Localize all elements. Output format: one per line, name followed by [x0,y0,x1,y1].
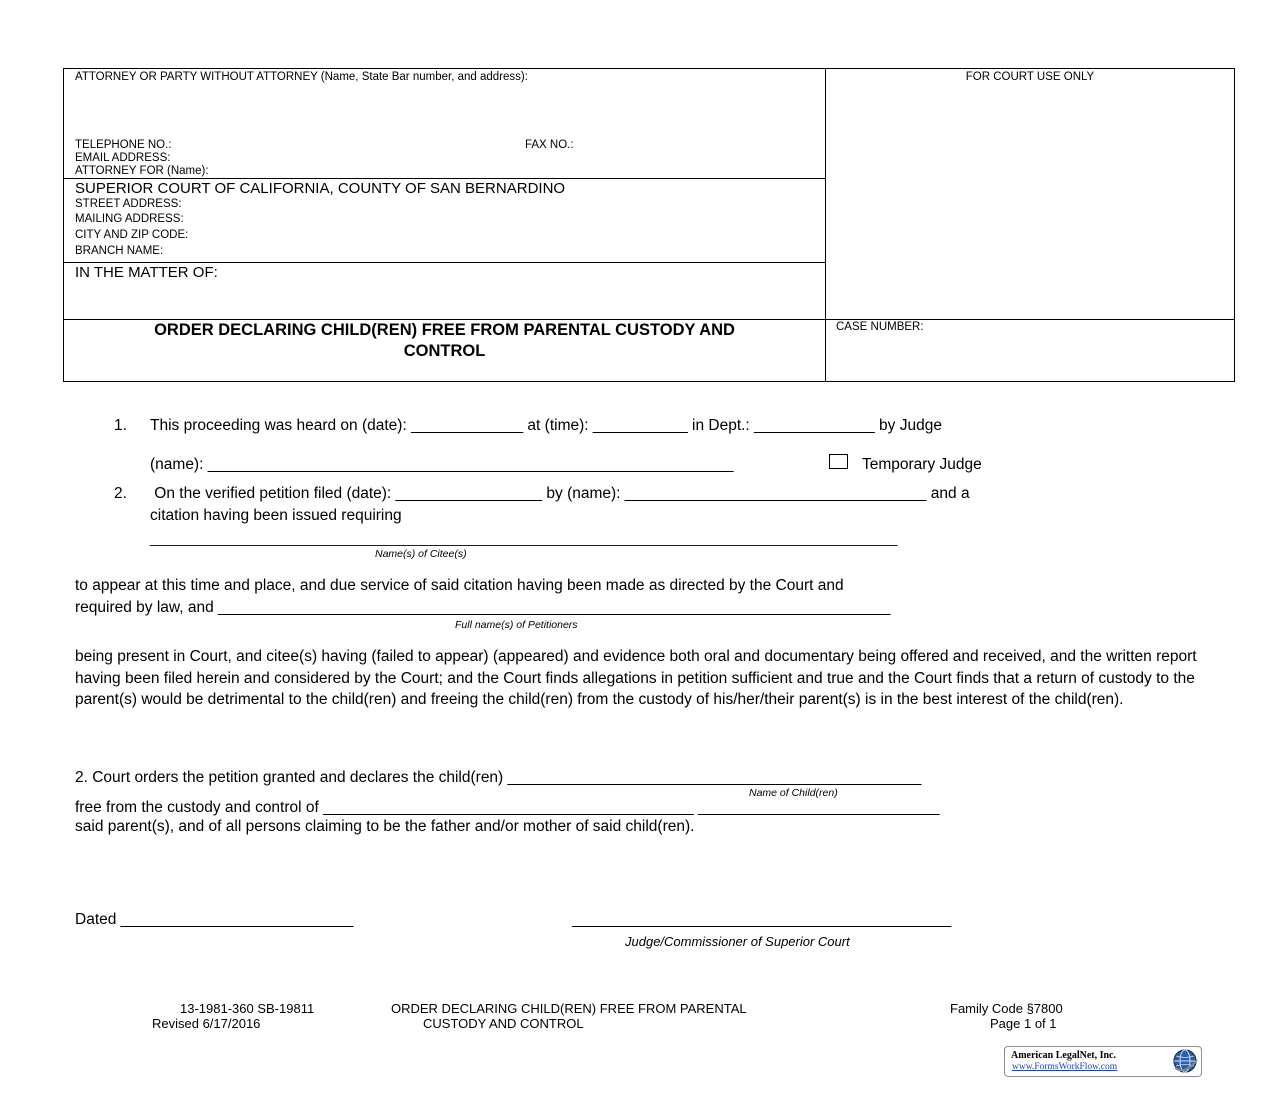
item1-number: 1. [114,417,127,434]
citee-caption: Name(s) of Citee(s) [375,548,467,560]
appear-line1: to appear at this time and place, and due service of said citation having been made as directed by the Court and [75,577,844,594]
mailing-address-label: MAILING ADDRESS: [75,213,184,225]
footer-revised: Revised 6/17/2016 [152,1016,261,1031]
form-title-line1: ORDER DECLARING CHILD(REN) FREE FROM PARENTAL CUSTODY AND [154,321,735,339]
footer-code: Family Code §7800 [950,1001,1063,1016]
logo-company-name: American LegalNet, Inc. [1011,1050,1116,1061]
court-name: SUPERIOR COURT OF CALIFORNIA, COUNTY OF SAN BERNARDINO [75,180,566,197]
globe-icon [1172,1048,1198,1074]
item2-line1: On the verified petition filed (date): _________________ by (name): ___________________________________ and a [150,485,970,502]
header-divider-vertical [825,68,826,382]
temporary-judge-label: Temporary Judge [862,456,982,473]
attorney-section-divider [63,178,825,179]
petitioners-caption: Full name(s) of Petitioners [455,619,578,631]
telephone-label: TELEPHONE NO.: [75,139,172,151]
item2-number: 2. [114,485,127,502]
footer-title-line2: CUSTODY AND CONTROL [423,1016,584,1031]
form-title-line2: CONTROL [403,342,486,360]
city-zip-label: CITY AND ZIP CODE: [75,229,189,241]
court-section-divider [63,262,825,263]
temporary-judge-checkbox[interactable] [829,454,848,469]
formsworkflow-logo[interactable] [1004,1046,1202,1077]
free-from-line: free from the custody and control of ___________________________________________ ____________________________ [75,799,940,816]
parents-line: said parent(s), and of all persons claiming to be the father and/or mother of said child(ren). [75,818,695,835]
fax-label: FAX NO.: [525,139,574,151]
signature-caption: Judge/Commissioner of Superior Court [625,934,850,949]
order-line: 2. Court orders the petition granted and declares the child(ren) ________________________________________________ [75,769,922,786]
footer-page: Page 1 of 1 [990,1016,1057,1031]
item1-line1: This proceeding was heard on (date): _____________ at (time): ___________ in Dept.: ______________ by Judge [150,417,942,434]
item2-line2: citation having been issued requiring [150,507,402,524]
signature-line: ____________________________________________ [572,911,952,928]
appear-line2: required by law, and ______________________________________________________________________________ [75,599,891,616]
child-caption: Name of Child(ren) [749,787,838,799]
case-number-label: CASE NUMBER: [836,321,924,333]
footer-title-line1: ORDER DECLARING CHILD(REN) FREE FROM PARENTAL [391,1001,747,1016]
street-address-label: STREET ADDRESS: [75,198,182,210]
branch-name-label: BRANCH NAME: [75,245,164,257]
citee-blank: ________________________________________________________________________________________________ [150,530,898,546]
matter-label: IN THE MATTER OF: [75,264,218,281]
findings-paragraph: being present in Court, and citee(s) having (failed to appear) (appeared) and evidence both oral and documentary being offered and received, and the written report having been filed herein and considered by the Court; and the Court finds allegations in petition sufficient and true and the Court finds that a return of custody to the parent(s) would be detrimental to the child(ren) and freeing the child(ren) from the custody of his/her/their parent(s) is in the best interest of the child(ren). [75,648,1197,708]
court-use-label: FOR COURT USE ONLY [965,71,1095,83]
item1-line2: (name): _____________________________________________________________ [150,456,734,473]
dated-line: Dated ___________________________ [75,911,354,928]
email-label: EMAIL ADDRESS: [75,152,171,164]
attorney-for-label: ATTORNEY FOR (Name): [75,165,209,177]
footer-form-number: 13-1981-360 SB-19811 [180,1001,315,1016]
logo-url-link[interactable]: www.FormsWorkFlow.com [1012,1062,1118,1072]
attorney-label: ATTORNEY OR PARTY WITHOUT ATTORNEY (Name, State Bar number, and address): [75,71,528,83]
